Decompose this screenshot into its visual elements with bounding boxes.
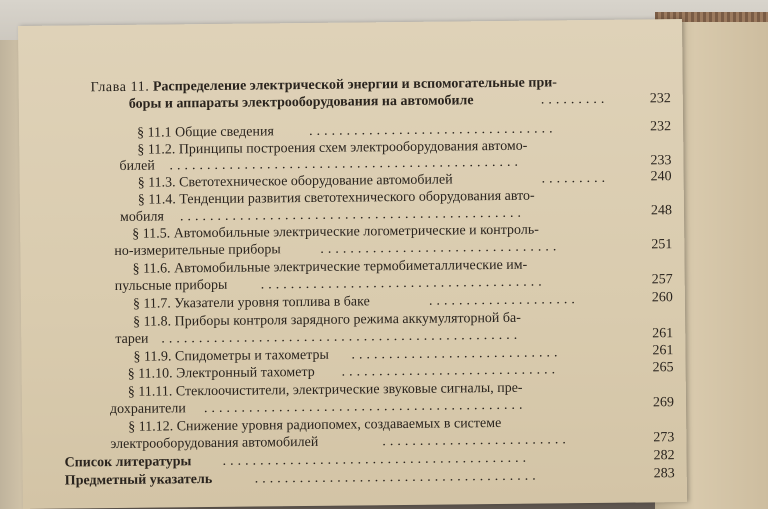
toc-entry-11-9: § 11.9. Спидометры и тахометры <box>133 347 329 365</box>
toc-entry-11-2: § 11.2. Принципы построения схем электрооборудования автомо- <box>137 138 528 158</box>
leader-dots: ...................................... <box>260 274 546 293</box>
toc-page-11-4: 248 <box>650 203 673 219</box>
toc-entry-11-5-cont: но-измерительные приборы <box>114 242 281 260</box>
book-page <box>18 19 687 509</box>
toc-entry-11-1: § 11.1 Общие сведения <box>137 124 274 141</box>
chapter-prefix: Глава 11. <box>90 79 150 96</box>
toc-page-11-12: 273 <box>653 430 675 446</box>
leader-dots: ............................................... <box>169 154 523 174</box>
leader-dots: ......................................... <box>222 450 531 469</box>
references-page: 282 <box>653 448 675 464</box>
leader-dots: ......... <box>541 170 610 187</box>
index-label: Предметный указатель <box>64 471 213 489</box>
toc-page-11-9: 261 <box>652 343 674 359</box>
leader-dots: .................... <box>428 292 579 309</box>
toc-entry-11-6: § 11.6. Автомобильные электрические термобиметаллические им- <box>132 257 528 277</box>
toc-entry-11-12: § 11.12. Снижение уровня радиопомех, создаваемых в системе <box>128 415 502 435</box>
toc-page-11-7: 260 <box>651 290 673 306</box>
toc-entry-11-2-cont: билей <box>119 158 155 174</box>
references-label: Список литературы <box>64 454 192 471</box>
leader-dots: ................................................ <box>161 327 522 347</box>
chapter-title-line-2: боры и аппараты электрооборудования на автомобиле <box>128 93 474 112</box>
leader-dots: ................................ <box>320 239 561 257</box>
toc-entry-11-4-cont: мобиля <box>119 209 164 225</box>
toc-page-11-5: 251 <box>651 237 673 253</box>
toc-entry-11-8: § 11.8. Приборы контроля зарядного режима аккумуляторной ба- <box>133 310 521 330</box>
chapter-title-line-1: Распределение электрической энергии и вспомогательные при- <box>152 75 558 95</box>
leader-dots: ......... <box>540 91 609 108</box>
leader-dots: ...................................... <box>254 468 540 487</box>
toc-page-11-1: 232 <box>650 119 672 135</box>
toc-entry-11-7: § 11.7. Указатели уровня топлива в баке <box>132 294 370 312</box>
toc-page-11-10: 265 <box>652 360 674 376</box>
toc-entry-11-10: § 11.10. Электронный тахометр <box>127 364 315 382</box>
leader-dots: ................................. <box>309 121 557 139</box>
chapter-heading <box>91 75 557 96</box>
toc-page-11-8: 261 <box>652 326 674 342</box>
toc-entry-11-11: § 11.11. Стеклоочистители, электрические звуковые сигналы, пре- <box>127 380 523 400</box>
toc-entry-11-3: § 11.3. Светотехническое оборудование автомобилей <box>137 172 453 191</box>
leader-dots: ......................... <box>382 432 570 450</box>
toc-page-11-11: 269 <box>652 395 675 411</box>
toc-entry-11-4: § 11.4. Тенденции развития светотехнического оборудования авто- <box>137 188 535 208</box>
toc-entry-11-12-cont: электрооборудования автомобилей <box>110 434 319 453</box>
leader-dots: ........................................... <box>203 397 527 417</box>
toc-page-11-3: 240 <box>650 169 672 185</box>
leader-dots: .............................................. <box>179 205 526 225</box>
toc-entry-11-5: § 11.5. Автомобильные электрические логометрические и контроль- <box>132 222 539 242</box>
toc-entry-11-6-cont: пульсные приборы <box>114 277 228 295</box>
index-page: 283 <box>653 466 675 482</box>
leader-dots: ............................ <box>351 345 562 363</box>
leader-dots: ............................. <box>341 362 560 380</box>
chapter-page-number: 232 <box>649 91 671 107</box>
toc-page-11-2: 233 <box>650 153 672 169</box>
toc-page-11-6: 257 <box>651 272 673 288</box>
toc-entry-11-11-cont: дохранители <box>109 401 186 418</box>
toc-entry-11-8-cont: тареи <box>115 331 149 347</box>
